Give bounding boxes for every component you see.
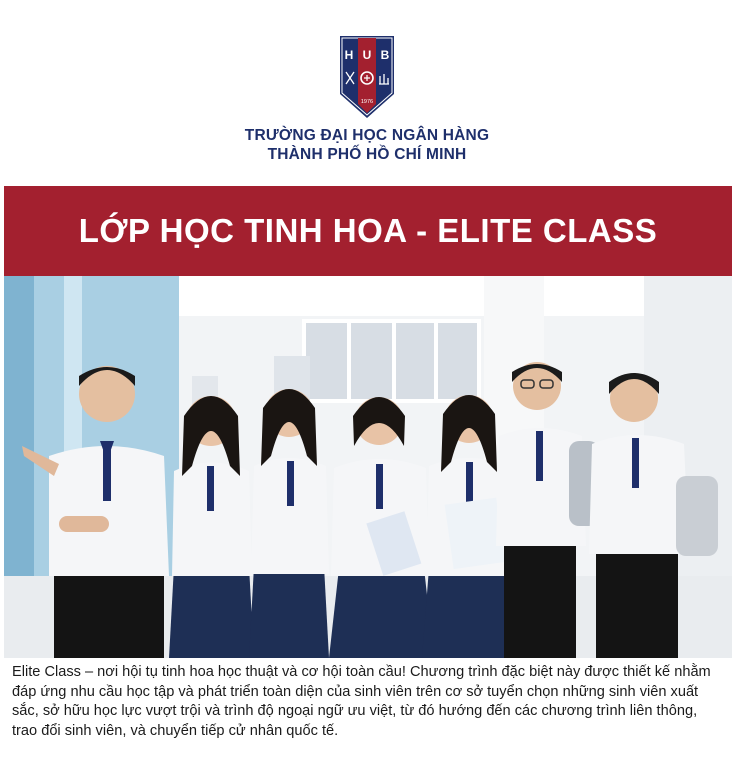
title-banner bbox=[4, 186, 732, 276]
students-group-photo bbox=[4, 276, 732, 658]
university-name-line2: THÀNH PHỐ HỒ CHÍ MINH bbox=[267, 146, 467, 163]
hub-shield-logo-icon bbox=[338, 34, 396, 120]
logo-letter-u: U bbox=[362, 48, 372, 62]
header bbox=[0, 0, 734, 186]
logo-letter-b: B bbox=[380, 48, 390, 62]
logo-year: 1976 bbox=[360, 99, 374, 105]
description-paragraph: Elite Class – nơi hội tụ tinh hoa học thuật và cơ hội toàn cầu! Chương trình đặc biệt này được thiết kế nhằm đáp ứng nhu cầu học tập và phát triển toàn diện của sinh viên trên cơ sở tuyển chọn những sinh viên xuất sắc, sở hữu học lực vượt trội và trình độ ngoại ngữ ưu việt, từ đó hướng đến các chương trình liên thông, trao đổi sinh viên, và chuyển tiếp cử nhân quốc tế. bbox=[12, 664, 711, 739]
university-name-line1: TRƯỜNG ĐẠI HỌC NGÂN HÀNG bbox=[244, 127, 490, 144]
logo-letter-h: H bbox=[344, 48, 354, 62]
banner-title: LỚP HỌC TINH HOA - ELITE CLASS bbox=[78, 212, 658, 249]
